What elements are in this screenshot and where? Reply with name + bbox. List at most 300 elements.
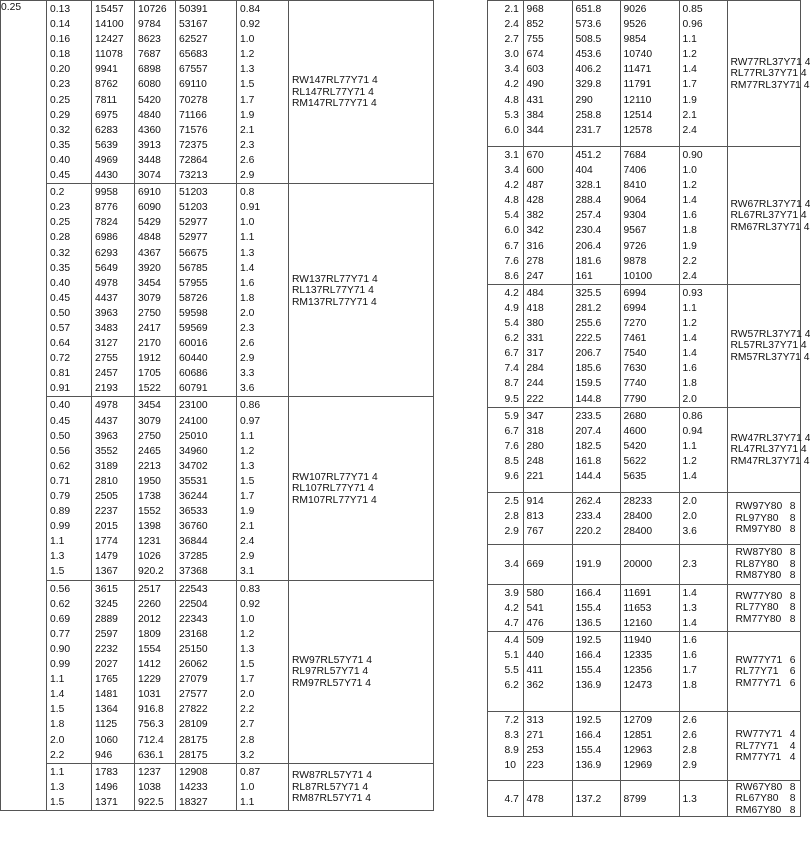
cell-a: 136.9 xyxy=(575,680,602,692)
cell-r: 0.40 xyxy=(50,154,71,166)
model-count: 4 xyxy=(789,740,796,752)
col-t xyxy=(620,407,679,492)
cell-r: 6.2 xyxy=(504,333,519,345)
model-code: RW57RL37Y71 4 xyxy=(730,328,810,340)
model-code: RM67RL37Y71 4 xyxy=(730,221,810,233)
cell-a: 192.5 xyxy=(575,714,602,726)
cell-r: 4.2 xyxy=(504,180,519,192)
cell-n: 12427 xyxy=(95,34,124,46)
cell-f: 2.0 xyxy=(682,393,697,405)
cell-f: 2.3 xyxy=(240,322,255,334)
cell-r: 0.32 xyxy=(50,247,71,259)
model-name: RM77Y80 xyxy=(735,613,782,625)
cell-n: 490 xyxy=(526,79,544,91)
col-a xyxy=(135,184,176,397)
cell-f: 1.9 xyxy=(240,109,255,121)
col-t xyxy=(620,584,679,631)
cell-n: 1367 xyxy=(95,566,118,578)
cell-r: 3.4 xyxy=(504,165,519,177)
cell-n: 1060 xyxy=(95,734,118,746)
model-count: 8 xyxy=(789,613,796,625)
cell-t: 9064 xyxy=(623,195,647,207)
cell-n: 487 xyxy=(526,180,544,192)
cell-n: 347 xyxy=(526,410,544,422)
cell-f: 1.1 xyxy=(682,34,697,46)
cell-r: 0.50 xyxy=(50,307,71,319)
cell-t: 11940 xyxy=(623,634,652,646)
model-name: RW97Y80 xyxy=(735,501,783,513)
cell-r: 0.16 xyxy=(50,34,71,46)
cell-t: 65683 xyxy=(179,49,208,61)
cell-a: 1229 xyxy=(138,674,161,686)
cell-t: 28175 xyxy=(179,734,208,746)
cell-a: 185.6 xyxy=(575,363,602,375)
cell-r: 6.7 xyxy=(504,425,519,437)
cell-n: 2015 xyxy=(95,521,118,533)
cell-a: 2465 xyxy=(138,445,161,457)
cell-f: 0.91 xyxy=(240,202,261,214)
cell-f: 0.8 xyxy=(240,187,255,199)
cell-n: 384 xyxy=(526,109,544,121)
cell-a: 231.7 xyxy=(575,124,602,136)
cell-t: 7630 xyxy=(623,363,647,375)
cell-a: 137.2 xyxy=(575,793,602,805)
cell-n: 813 xyxy=(526,510,544,522)
right-data-table xyxy=(441,0,810,817)
model-name: RW77Y71 xyxy=(735,729,783,741)
cell-t: 11791 xyxy=(623,79,652,91)
col-models xyxy=(727,544,800,584)
cell-f: 2.0 xyxy=(240,689,255,701)
cell-r: 0.50 xyxy=(50,430,71,442)
col-a xyxy=(572,780,620,817)
cell-a: 916.8 xyxy=(138,704,164,716)
cell-r: 0.2 xyxy=(50,187,65,199)
cell-n: 3963 xyxy=(95,307,118,319)
cell-r: 0.32 xyxy=(50,124,71,136)
cell-r: 5.3 xyxy=(504,109,519,121)
model-code xyxy=(728,655,800,667)
cell-t: 37285 xyxy=(179,551,208,563)
cell-a: 404 xyxy=(575,165,593,177)
col-models xyxy=(727,492,800,544)
model-code: RL147RL77Y71 4 xyxy=(292,86,374,98)
cell-t: 24100 xyxy=(179,415,208,427)
cell-r: 8.9 xyxy=(504,745,519,757)
cell-r: 2.7 xyxy=(504,34,519,46)
cell-n: 6986 xyxy=(95,232,118,244)
cell-r: 0.45 xyxy=(50,415,71,427)
cell-f: 1.4 xyxy=(682,195,697,207)
cell-n: 15457 xyxy=(95,4,124,15)
cell-r: 7.2 xyxy=(504,714,519,726)
cell-f: 1.5 xyxy=(240,475,255,487)
model-name: RW77Y80 xyxy=(735,590,783,602)
table-group-row xyxy=(441,544,800,584)
model-name: RM77Y71 xyxy=(735,677,782,689)
model-code xyxy=(728,501,800,513)
col-t xyxy=(620,147,679,285)
cell-n: 221 xyxy=(526,470,544,482)
cell-a: 4360 xyxy=(138,124,161,136)
cell-r: 0.62 xyxy=(50,460,71,472)
col-n xyxy=(523,147,572,285)
cell-f: 1.2 xyxy=(682,318,697,330)
cell-r: 0.40 xyxy=(50,400,71,412)
cell-f: 3.3 xyxy=(240,368,255,380)
cell-n: 7811 xyxy=(95,94,118,106)
cell-n: 4978 xyxy=(95,277,118,289)
col-r xyxy=(487,492,523,544)
cell-n: 3963 xyxy=(95,430,118,442)
cell-a: 328.1 xyxy=(575,180,602,192)
cell-a: 2750 xyxy=(138,430,161,442)
cell-r: 3.4 xyxy=(504,559,519,571)
cell-a: 7687 xyxy=(138,49,161,61)
model-code xyxy=(728,782,800,794)
model-name: RL87Y80 xyxy=(735,558,779,570)
cell-n: 2193 xyxy=(95,383,118,395)
cell-n: 440 xyxy=(526,649,544,661)
cell-t: 71166 xyxy=(179,109,207,121)
cell-t: 58726 xyxy=(179,292,208,304)
col-r xyxy=(47,1,92,184)
cell-t: 9304 xyxy=(623,210,647,222)
cell-r: 1.3 xyxy=(50,781,65,793)
cell-a: 636.1 xyxy=(138,749,164,761)
cell-f: 2.6 xyxy=(240,154,255,166)
cell-n: 8762 xyxy=(95,79,118,91)
model-code: RW77RL37Y71 4 xyxy=(730,56,810,68)
cell-t: 56785 xyxy=(179,262,208,274)
cell-r: 3.1 xyxy=(504,150,519,161)
cell-n: 280 xyxy=(526,440,544,452)
cell-n: 674 xyxy=(526,49,544,61)
model-code: RM97RL57Y71 4 xyxy=(292,677,371,689)
cell-t: 12851 xyxy=(623,729,653,741)
cell-a: 262.4 xyxy=(575,495,602,507)
cell-t: 28400 xyxy=(623,525,653,537)
cell-t: 56675 xyxy=(179,247,208,259)
cell-n: 476 xyxy=(526,617,544,629)
cell-t: 6994 xyxy=(623,287,647,299)
cell-t: 23100 xyxy=(179,400,208,412)
col-f xyxy=(237,397,289,580)
model-count: 8 xyxy=(789,781,796,793)
col-models xyxy=(727,407,810,492)
col-a xyxy=(572,492,620,544)
cell-n: 484 xyxy=(526,287,544,299)
model-code: RL107RL77Y71 4 xyxy=(292,483,374,495)
cell-a: 329.8 xyxy=(575,79,602,91)
col-r xyxy=(47,580,92,763)
col-t xyxy=(620,631,679,711)
col-n xyxy=(92,397,135,580)
cell-a: 155.4 xyxy=(575,602,602,614)
cell-r: 1.3 xyxy=(50,551,65,563)
col-f xyxy=(679,492,727,544)
cell-t: 34702 xyxy=(179,460,208,472)
cell-r: 5.5 xyxy=(504,665,519,677)
col-models xyxy=(727,780,800,817)
spacer-cell xyxy=(441,407,487,492)
cell-a: 1026 xyxy=(138,551,161,563)
cell-a: 281.2 xyxy=(575,302,602,314)
col-models xyxy=(727,584,800,631)
cell-t: 71576 xyxy=(179,124,208,136)
cell-a: 756.3 xyxy=(138,719,164,731)
model-code xyxy=(728,570,800,582)
cell-t: 10740 xyxy=(623,49,653,61)
cell-a: 3448 xyxy=(138,154,161,166)
cell-f: 2.3 xyxy=(240,139,255,151)
col-models xyxy=(289,397,434,580)
cell-t: 12578 xyxy=(623,124,653,136)
cell-a: 1412 xyxy=(138,659,161,671)
cell-r: 10 xyxy=(504,760,516,772)
model-count: 6 xyxy=(789,677,796,689)
cell-n: 3245 xyxy=(95,598,118,610)
cell-a: 2750 xyxy=(138,307,161,319)
cell-a: 257.4 xyxy=(575,210,602,222)
cell-f: 2.6 xyxy=(682,729,697,741)
model-name: RL77Y71 xyxy=(735,740,779,752)
model-count: 8 xyxy=(789,602,796,614)
cell-t: 12473 xyxy=(623,680,653,692)
cell-a: 161.8 xyxy=(575,455,602,467)
col-r xyxy=(47,184,92,397)
col-f xyxy=(679,780,727,817)
cell-n: 223 xyxy=(526,760,544,772)
cell-n: 1125 xyxy=(95,719,118,731)
cell-t: 18327 xyxy=(179,796,208,808)
cell-a: 1554 xyxy=(138,643,161,655)
cell-n: 428 xyxy=(526,195,544,207)
cell-r: 0.20 xyxy=(50,64,71,76)
cell-f: 2.2 xyxy=(240,704,255,716)
cell-n: 411 xyxy=(526,665,543,677)
col-r xyxy=(487,584,523,631)
cell-n: 271 xyxy=(526,729,544,741)
table-group-row xyxy=(441,147,800,285)
cell-t: 4600 xyxy=(623,425,647,437)
cell-a: 258.8 xyxy=(575,109,602,121)
cell-t: 12335 xyxy=(623,649,653,661)
col-f xyxy=(679,147,727,285)
model-count: 8 xyxy=(789,793,796,805)
cell-r: 0.91 xyxy=(50,383,71,395)
cell-a: 288.4 xyxy=(575,195,602,207)
cell-t: 37368 xyxy=(179,566,208,578)
cell-t: 35531 xyxy=(179,475,208,487)
cell-a: 166.4 xyxy=(575,729,602,741)
cell-t: 27577 xyxy=(179,689,208,701)
col-a xyxy=(135,763,176,810)
cell-f: 1.7 xyxy=(240,94,255,106)
cell-n: 344 xyxy=(526,124,544,136)
model-code xyxy=(728,513,800,525)
model-code: RM57RL37Y71 4 xyxy=(730,351,810,363)
model-code xyxy=(728,793,800,805)
cell-r: 0.29 xyxy=(50,109,71,121)
model-code: RW97RL57Y71 4 xyxy=(292,654,372,666)
cell-f: 1.3 xyxy=(240,247,255,259)
cell-t: 36244 xyxy=(179,491,208,502)
cell-r: 9.5 xyxy=(504,393,519,405)
cell-f: 1.4 xyxy=(682,64,697,76)
col-r xyxy=(487,284,523,407)
cell-r: 8.6 xyxy=(504,270,519,282)
cell-f: 0.97 xyxy=(240,415,261,427)
cell-n: 6283 xyxy=(95,124,118,136)
col-t xyxy=(176,397,237,580)
model-code: RM137RL77Y71 4 xyxy=(292,296,377,308)
col-t xyxy=(176,763,237,810)
cell-r: 2.8 xyxy=(504,510,519,522)
cell-a: 3074 xyxy=(138,170,161,182)
model-code: RL87RL57Y71 4 xyxy=(292,781,369,793)
cell-t: 5635 xyxy=(623,470,647,482)
cell-n: 222 xyxy=(526,393,544,405)
cell-t: 9726 xyxy=(623,240,647,252)
model-code xyxy=(728,559,800,571)
cell-f: 1.2 xyxy=(240,49,255,61)
cell-n: 278 xyxy=(526,255,544,267)
col-f xyxy=(679,711,727,780)
cell-n: 253 xyxy=(526,745,544,757)
cell-r: 7.6 xyxy=(504,440,519,452)
col-models xyxy=(727,1,810,147)
cell-f: 2.7 xyxy=(240,719,255,731)
cell-r: 0.72 xyxy=(50,353,71,365)
model-name: RL77Y80 xyxy=(735,602,779,614)
cell-t: 7406 xyxy=(623,165,647,177)
cell-n: 767 xyxy=(526,525,544,537)
cell-a: 255.6 xyxy=(575,318,602,330)
model-code xyxy=(728,591,800,603)
cell-r: 0.14 xyxy=(50,19,71,31)
cell-r: 5.1 xyxy=(504,649,519,661)
cell-f: 0.92 xyxy=(240,598,261,610)
model-code: RW147RL77Y71 4 xyxy=(292,75,378,87)
cell-a: 1522 xyxy=(138,383,161,395)
model-code xyxy=(728,741,800,753)
cell-a: 191.9 xyxy=(575,559,602,571)
cell-f: 1.2 xyxy=(240,445,255,457)
col-f xyxy=(679,407,727,492)
cell-n: 2457 xyxy=(95,368,118,380)
cell-t: 72864 xyxy=(179,154,208,166)
cell-a: 136.9 xyxy=(575,760,602,772)
cell-n: 316 xyxy=(526,240,544,252)
cell-a: 220.2 xyxy=(575,525,602,537)
cell-t: 52977 xyxy=(179,217,208,229)
cell-f: 1.7 xyxy=(240,674,255,686)
model-count: 6 xyxy=(789,654,796,666)
cell-t: 12160 xyxy=(623,617,653,629)
model-count: 8 xyxy=(789,512,796,524)
model-name: RL97Y80 xyxy=(735,512,779,524)
col-a xyxy=(572,544,620,584)
cell-a: 325.5 xyxy=(575,287,602,299)
cell-n: 1364 xyxy=(95,704,118,716)
cell-r: 0.25 xyxy=(50,217,71,229)
cell-f: 2.4 xyxy=(240,536,255,548)
col-f xyxy=(237,184,289,397)
col-t xyxy=(620,1,679,147)
cell-t: 9854 xyxy=(623,34,647,46)
model-name: RW67Y80 xyxy=(735,781,783,793)
model-code: RL97RL57Y71 4 xyxy=(292,666,369,678)
cell-n: 1774 xyxy=(95,536,118,548)
cell-n: 431 xyxy=(526,94,544,106)
cell-t: 72375 xyxy=(179,139,208,151)
cell-n: 669 xyxy=(526,559,544,571)
model-code xyxy=(728,729,800,741)
model-code: RW67RL37Y71 4 xyxy=(730,198,810,210)
cell-n: 4978 xyxy=(95,400,118,412)
cell-f: 1.3 xyxy=(682,793,697,805)
cell-a: 6090 xyxy=(138,202,161,214)
cell-f: 2.9 xyxy=(240,170,255,182)
model-name: RL67Y80 xyxy=(735,793,779,805)
cell-n: 6975 xyxy=(95,109,118,121)
cell-n: 5649 xyxy=(95,262,118,274)
col-r xyxy=(487,1,523,147)
cell-f: 2.4 xyxy=(682,270,697,282)
cell-f: 1.6 xyxy=(682,634,697,646)
col-models xyxy=(727,711,800,780)
col-r xyxy=(487,780,523,817)
model-name: RM97Y80 xyxy=(735,524,782,536)
col-a xyxy=(135,580,176,763)
cell-t: 60791 xyxy=(179,383,208,395)
cell-f: 1.9 xyxy=(682,240,697,252)
model-code xyxy=(728,805,800,817)
cell-f: 1.4 xyxy=(682,617,697,629)
model-code xyxy=(728,678,800,690)
cell-r: 0.56 xyxy=(50,445,71,457)
cell-a: 222.5 xyxy=(575,333,602,345)
cell-a: 922.5 xyxy=(138,796,164,808)
cell-a: 159.5 xyxy=(575,378,602,390)
cell-r: 0.13 xyxy=(50,4,71,15)
spacer-cell xyxy=(441,780,487,817)
cell-r: 0.56 xyxy=(50,583,71,595)
cell-f: 2.8 xyxy=(682,745,697,757)
cell-n: 9958 xyxy=(95,187,118,199)
cell-a: 233.5 xyxy=(575,410,602,422)
spacer-cell xyxy=(441,631,487,711)
cell-n: 2755 xyxy=(95,353,118,365)
cell-r: 4.2 xyxy=(504,602,519,614)
cell-r: 0.99 xyxy=(50,659,71,671)
cell-f: 0.96 xyxy=(682,19,703,31)
spacer-cell xyxy=(441,711,487,780)
cell-f: 1.4 xyxy=(682,587,697,599)
col-t xyxy=(620,284,679,407)
cell-t: 8410 xyxy=(623,180,647,192)
cell-f: 1.3 xyxy=(240,643,255,655)
col-r xyxy=(487,631,523,711)
model-name: RM77Y71 xyxy=(735,752,782,764)
cell-r: 4.2 xyxy=(504,79,519,91)
cell-r: 8.3 xyxy=(504,729,519,741)
cell-t: 53167 xyxy=(179,19,208,31)
cell-f: 0.86 xyxy=(682,410,703,422)
cell-f: 1.2 xyxy=(682,455,697,467)
table-group-row xyxy=(1,1,434,184)
